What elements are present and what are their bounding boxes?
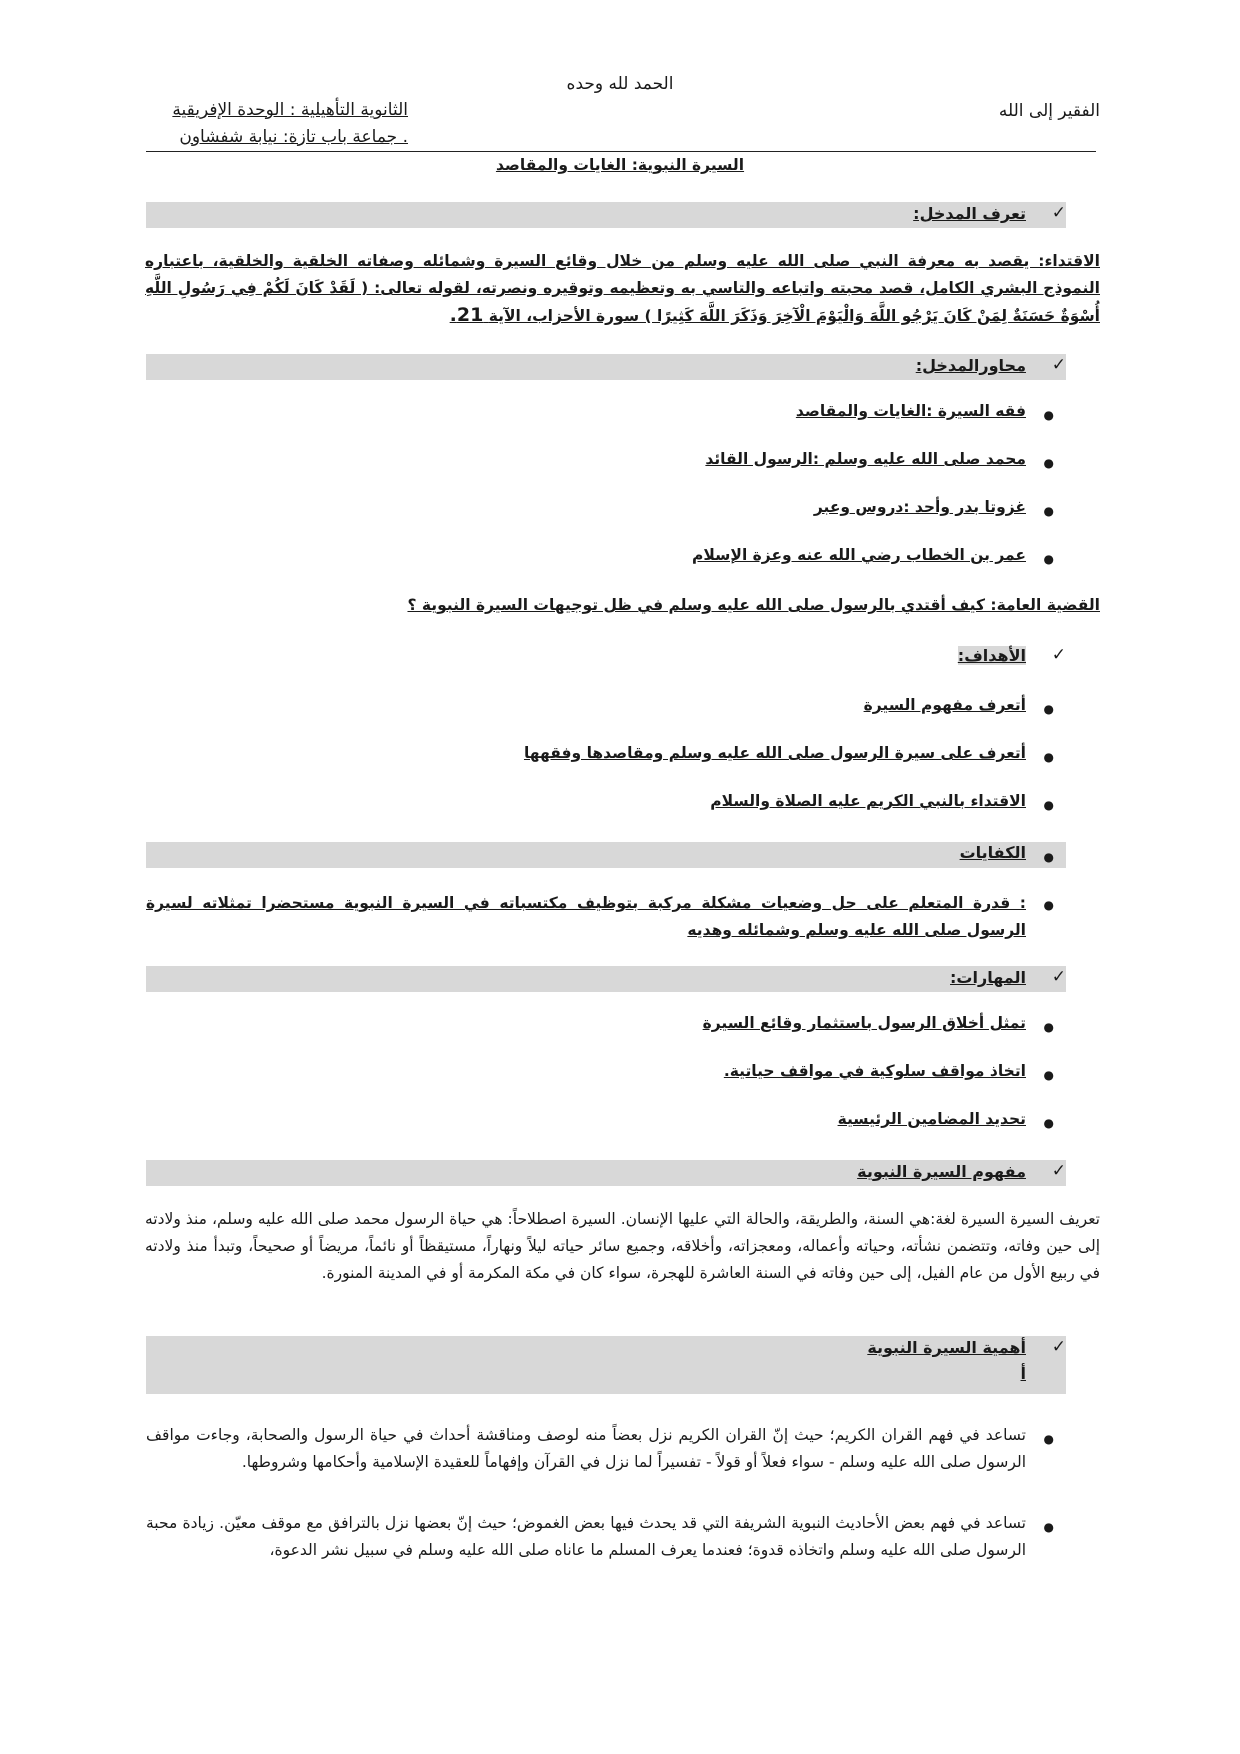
bullet-icon: ● <box>1043 850 1054 864</box>
goals-item: أتعرف على سيرة الرسول صلى الله عليه وسلم ومقاصدها وفقهها <box>523 744 1026 762</box>
axes-item: فقه السيرة :الغايات والمقاصد <box>795 402 1026 420</box>
axes-item: عمر بن الخطاب رضي الله عنه وعزة الإسلام <box>692 546 1026 564</box>
competencies-text: : قدرة المتعلم على حل وضعيات مشكلة مركبة بتوظيف مكتسباته في السيرة النبوية مستحضرا تمثلاته لسيرة الرسول صلى الله عليه وسلم وشمائله وهديه <box>146 894 1026 939</box>
skills-item: تمثل أخلاق الرسول باستثمار وقائع السيرة <box>702 1014 1026 1032</box>
entry-heading: تعرف المدخل: <box>913 204 1026 223</box>
author-line: الفقير إلى الله <box>998 101 1100 121</box>
general-issue: القضية العامة: كيف أقتدي بالرسول صلى الله عليه وسلم في ظل توجيهات السيرة النبوية ؟ <box>407 596 1100 614</box>
bullet-icon: ● <box>1043 504 1054 518</box>
bullet-icon: ● <box>1043 1116 1054 1130</box>
axes-item: غزوتا بدر وأحد :دروس وعبر <box>813 498 1026 516</box>
section-bar-skills <box>146 966 1066 992</box>
section-bar-competencies <box>146 842 1066 868</box>
concept-text: تعريف السيرة السيرة لغة:هي السنة، والطريقة، والحالة التي عليها الإنسان. السيرة اصطلاحاً: هي حياة الرسول محمد صلى الله عليه وسلم، منذ ولادته إلى حين وفاته، وتتضمن نشأته، وحياته وأعماله، ومعجزاته، وأخلاقه، وجميع سائر حياته ليلاً ونهاراً، مستيقظاً أو نائماً، مريضاً أو صحيحاً، وتبدأ منذ ولادته في ربيع الأول من عام الفيل، إلى حين وفاته في السنة العاشرة للهجرة، سواء كان في مكة المكرمة أو في المدينة المنورة. <box>145 1210 1100 1282</box>
goals-item: الاقتداء بالنبي الكريم عليه الصلاة والسلام <box>710 792 1026 810</box>
competencies-heading: الكفايات <box>959 843 1026 862</box>
lesson-title: السيرة النبوية: الغايات والمقاصد <box>495 156 745 174</box>
skills-item: اتخاذ مواقف سلوكية في مواقف حياتية. <box>723 1062 1026 1080</box>
bullet-icon: ● <box>1043 1068 1054 1082</box>
verse-reference: 21. <box>449 304 484 326</box>
bullet-icon: ● <box>1043 702 1054 716</box>
bullet-icon: ● <box>1043 552 1054 566</box>
school-name: الثانوية التأهيلية : الوحدة الإفريقية <box>172 100 408 120</box>
bullet-icon: ● <box>1043 1432 1054 1446</box>
bullet-icon: ● <box>1043 456 1054 470</box>
goals-heading: الأهداف: <box>957 646 1026 665</box>
header-divider <box>146 151 1096 152</box>
concept-heading: مفهوم السيرة النبوية <box>857 1162 1026 1181</box>
school-location: . جماعة باب تازة: نيابة شفشاون <box>179 127 408 147</box>
checkmark-icon: ✓ <box>1051 967 1066 987</box>
importance-item: تساعد في فهم بعض الأحاديث النبوية الشريفة التي قد يحدث فيها بعض الغموض؛ حيث إنّ بعضها نزل بالترافق مع موقف معيّن. زيادة محبة الرسول صلى الله عليه وسلم واتخاذه قدوة؛ فعندما يعرف المسلم ما عاناه صلى الله عليه وسلم في سبيل نشر الدعوة، <box>146 1514 1026 1559</box>
bullet-icon: ● <box>1043 1020 1054 1034</box>
checkmark-icon: ✓ <box>1051 1161 1066 1181</box>
page-title: الحمد لله وحده <box>566 74 674 94</box>
checkmark-icon: ✓ <box>1051 1337 1066 1357</box>
bullet-icon: ● <box>1043 1520 1054 1534</box>
checkmark-icon: ✓ <box>1051 355 1066 375</box>
bullet-icon: ● <box>1043 408 1054 422</box>
checkmark-icon: ✓ <box>1051 645 1066 665</box>
goals-item: أتعرف مفهوم السيرة <box>863 696 1026 714</box>
checkmark-icon: ✓ <box>1051 203 1066 223</box>
axes-item: محمد صلى الله عليه وسلم :الرسول القائد <box>705 450 1026 468</box>
importance-sub: أ <box>1020 1364 1026 1383</box>
bullet-icon: ● <box>1043 750 1054 764</box>
importance-heading: أهمية السيرة النبوية <box>867 1338 1026 1357</box>
importance-item: تساعد في فهم القران الكريم؛ حيث إنّ القران الكريم نزل بعضاً منه لوصف ومناقشة أحداث في حياة الرسول والصحابة، وجاءت مواقف الرسول صلى الله عليه وسلم - سواء فعلاً أو قولاً - تفسيراً لما نزل في القرآن وإفهاماً للعقيدة الإسلامية وأحكامها وشروطها. <box>146 1426 1026 1471</box>
skills-item: تحديد المضامين الرئيسية <box>837 1110 1026 1128</box>
entry-paragraph: الاقتداء: يقصد به معرفة النبي صلى الله عليه وسلم من خلال وقائع السيرة وشمائله وصفاته الخلقية والخلقية، باعتباره النموذج البشري الكامل، قصد محبته واتباعه والتاسي به وتعظيمه وتوقيره ونصرته، لقوله تعالى: ( لَقَدْ كَانَ لَكُمْ فِي رَسُولِ اللَّهِ أُسْوَةٌ حَسَنَةٌ لِمَنْ كَانَ يَرْجُو اللَّهَ وَالْيَوْمَ الْآخِرَ وَذَكَرَ اللَّهَ كَثِيرًا ) سورة الأحزاب، الآية 21. <box>145 252 1100 326</box>
skills-heading: المهارات: <box>950 968 1026 987</box>
bullet-icon: ● <box>1043 898 1054 912</box>
bullet-icon: ● <box>1043 798 1054 812</box>
axes-heading: محاورالمدخل: <box>915 356 1026 375</box>
